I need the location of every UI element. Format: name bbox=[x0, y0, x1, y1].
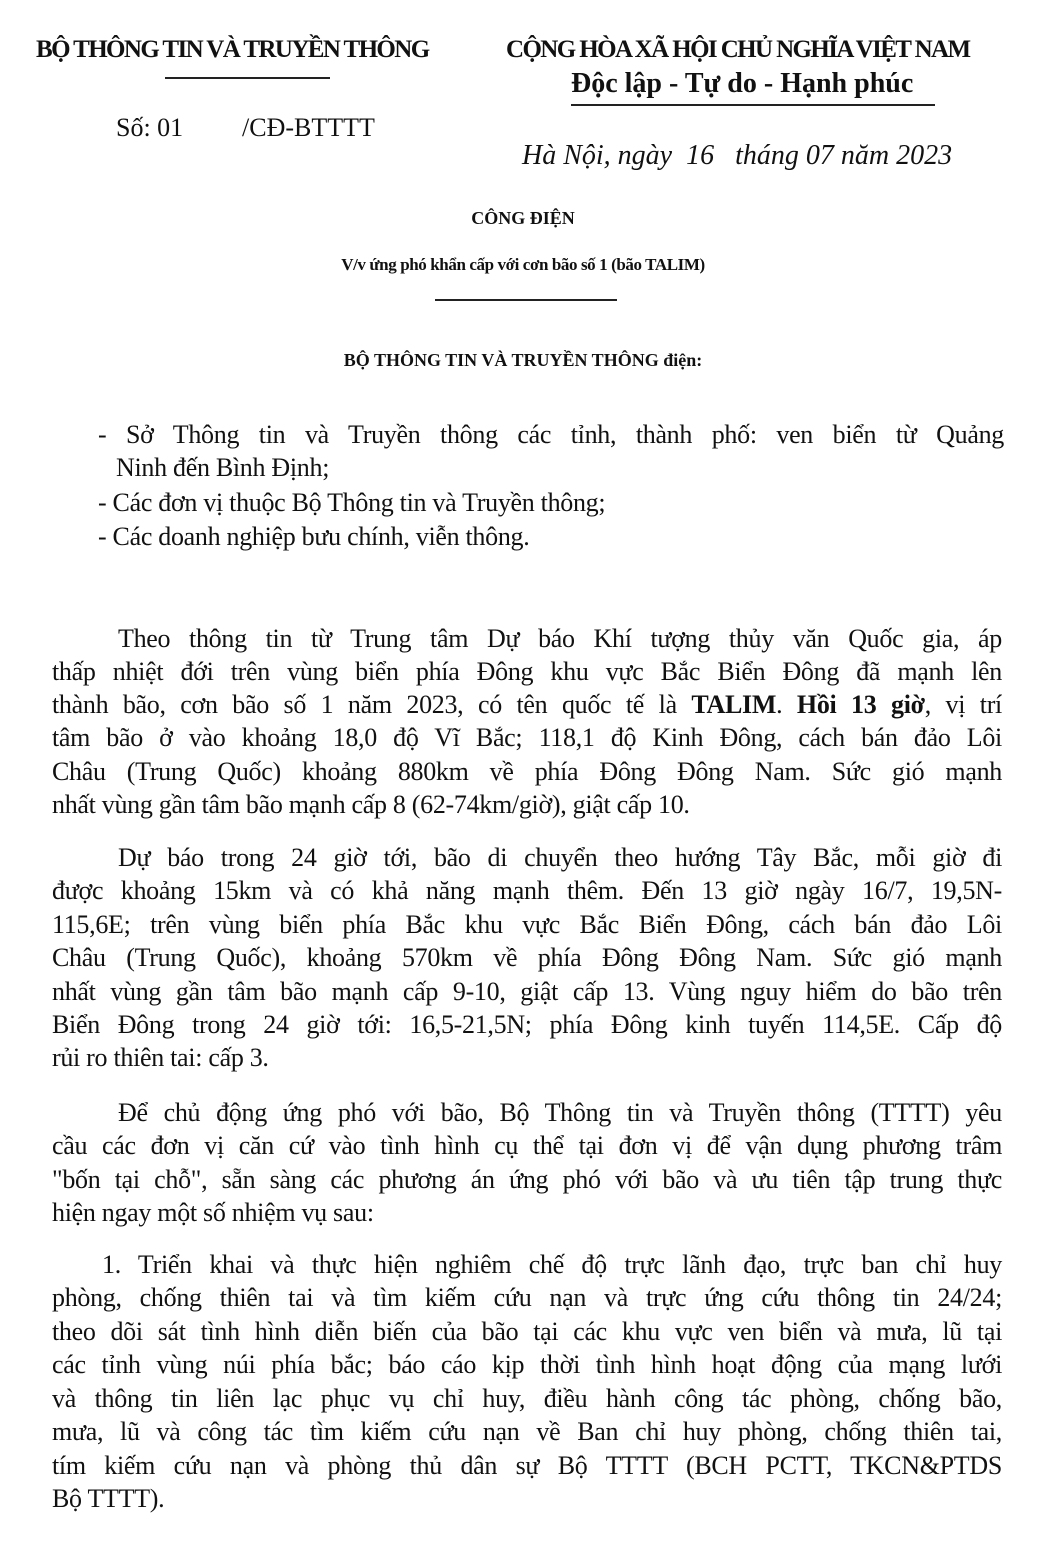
document-code: /CĐ-BTTTT bbox=[242, 113, 375, 142]
task-1-line: theo dõi sát tình hình diễn biến của bão tại các khu vực ven biển và mưa, lũ tại bbox=[52, 1317, 1002, 1346]
paragraph-2-line: Dự báo trong 24 giờ tới, bão di chuyển theo hướng Tây Bắc, mỗi giờ đi bbox=[118, 843, 1002, 872]
paragraph-3-line: "bốn tại chỗ", sẵn sàng các phương án ứng phó với bão và ưu tiên tập trung thực bbox=[52, 1165, 1002, 1194]
paragraph-2-line: Biển Đông trong 24 giờ tới: 16,5-21,5N; phía Đông kinh tuyến 114,5E. Cấp độ bbox=[52, 1010, 1002, 1039]
paragraph-1-line: tâm bão ở vào khoảng 18,0 độ Vĩ Bắc; 118,1 độ Kinh Đông, cách bán đảo Lôi bbox=[52, 723, 1002, 752]
task-1-line: 1. Triển khai và thực hiện nghiêm chế độ trực lãnh đạo, trực ban chỉ huy bbox=[102, 1250, 1002, 1279]
ministry-underline bbox=[165, 77, 330, 79]
task-1-line: mưa, lũ và công tác tìm kiếm cứu nạn về Ban chỉ huy phòng, chống thiên tai, bbox=[52, 1417, 1002, 1446]
task-1-line: phòng, chống thiên tai và tìm kiếm cứu nạn và trực ứng cứu thông tin 24/24; bbox=[52, 1283, 1002, 1312]
paragraph-1-line: thấp nhiệt đới trên vùng biển phía Đông khu vực Bắc Biển Đông đã mạnh lên bbox=[52, 657, 1002, 686]
observation-time: Hồi 13 giờ bbox=[796, 690, 925, 719]
document-type: CÔNG ĐIỆN bbox=[471, 208, 575, 228]
paragraph-1-line: Theo thông tin từ Trung tâm Dự báo Khí tượng thủy văn Quốc gia, áp bbox=[118, 624, 1002, 653]
task-1-line: Bộ TTTT). bbox=[52, 1484, 165, 1513]
paragraph-3-line: hiện ngay một số nhiệm vụ sau: bbox=[52, 1198, 374, 1227]
sender-line: BỘ THÔNG TIN VÀ TRUYỀN THÔNG điện: bbox=[343, 350, 703, 370]
paragraph-3-line: Để chủ động ứng phó với bão, Bộ Thông tin và Truyền thông (TTTT) yêu bbox=[118, 1098, 1002, 1127]
place-date-prefix: Hà Nội, ngày bbox=[522, 140, 673, 171]
place-date bbox=[522, 140, 952, 172]
paragraph-text: . bbox=[776, 690, 797, 719]
recipient-item: - Các đơn vị thuộc Bộ Thông tin và Truyền thông; bbox=[98, 488, 606, 517]
paragraph-1-line: Châu (Trung Quốc) khoảng 880km về phía Đông Đông Nam. Sức gió mạnh bbox=[52, 757, 1002, 786]
task-1-line: các tỉnh vùng núi phía bắc; báo cáo kịp thời tình hình hoạt động của mạng lưới bbox=[52, 1350, 1002, 1379]
paragraph-3-line: cầu các đơn vị căn cứ vào tình hình cụ thể tại đơn vị để vận dụng phương trâm bbox=[52, 1131, 1002, 1160]
motto-underline bbox=[571, 104, 935, 106]
subject-underline bbox=[435, 299, 617, 301]
republic-name: CỘNG HÒA XÃ HỘI CHỦ NGHĨA VIỆT NAM bbox=[506, 36, 970, 63]
paragraph-text: , vị trí bbox=[924, 690, 1002, 719]
paragraph-2-line: được khoảng 15km và có khả năng mạnh thêm. Đến 13 giờ ngày 16/7, 19,5N- bbox=[52, 876, 1002, 905]
document-number: Số: 01 bbox=[116, 113, 184, 142]
recipient-item: - Sở Thông tin và Truyền thông các tỉnh, thành phố: ven biển từ Quảng bbox=[98, 420, 1004, 449]
paragraph-1-line bbox=[52, 690, 1002, 720]
task-1-line: và thông tin liên lạc phục vụ chỉ huy, điều hành công tác phòng, chống bão, bbox=[52, 1384, 1002, 1413]
paragraph-2-line: Châu (Trung Quốc), khoảng 570km về phía Đông Đông Nam. Sức gió mạnh bbox=[52, 943, 1002, 972]
storm-name: TALIM bbox=[691, 690, 777, 719]
task-1-line: tím kiếm cứu nạn và phòng thủ dân sự Bộ TTTT (BCH PCTT, TKCN&PTDS bbox=[52, 1451, 1002, 1480]
date-month-year: tháng 07 năm 2023 bbox=[735, 140, 953, 171]
paragraph-1-line: nhất vùng gần tâm bão mạnh cấp 8 (62-74km/giờ), giật cấp 10. bbox=[52, 790, 690, 819]
paragraph-2-line: 115,6E; trên vùng biển phía Bắc khu vực Bắc Biển Đông, cách bán đảo Lôi bbox=[52, 910, 1002, 939]
recipient-item: - Các doanh nghiệp bưu chính, viễn thông. bbox=[98, 522, 530, 551]
paragraph-text: thành bão, cơn bão số 1 năm 2023, có tên quốc tế là bbox=[52, 690, 692, 719]
paragraph-2-line: rủi ro thiên tai: cấp 3. bbox=[52, 1043, 269, 1072]
ministry-name: BỘ THÔNG TIN VÀ TRUYỀN THÔNG bbox=[36, 36, 429, 63]
national-motto: Độc lập - Tự do - Hạnh phúc bbox=[571, 68, 914, 99]
paragraph-2-line: nhất vùng gần tâm bão mạnh cấp 9-10, giật cấp 13. Vùng nguy hiểm do bão trên bbox=[52, 977, 1002, 1006]
document-subject: V/v ứng phó khẩn cấp với cơn bão số 1 (bão TALIM) bbox=[341, 255, 705, 274]
recipient-item-continued: Ninh đến Bình Định; bbox=[116, 453, 330, 482]
date-day: 16 bbox=[686, 140, 715, 171]
